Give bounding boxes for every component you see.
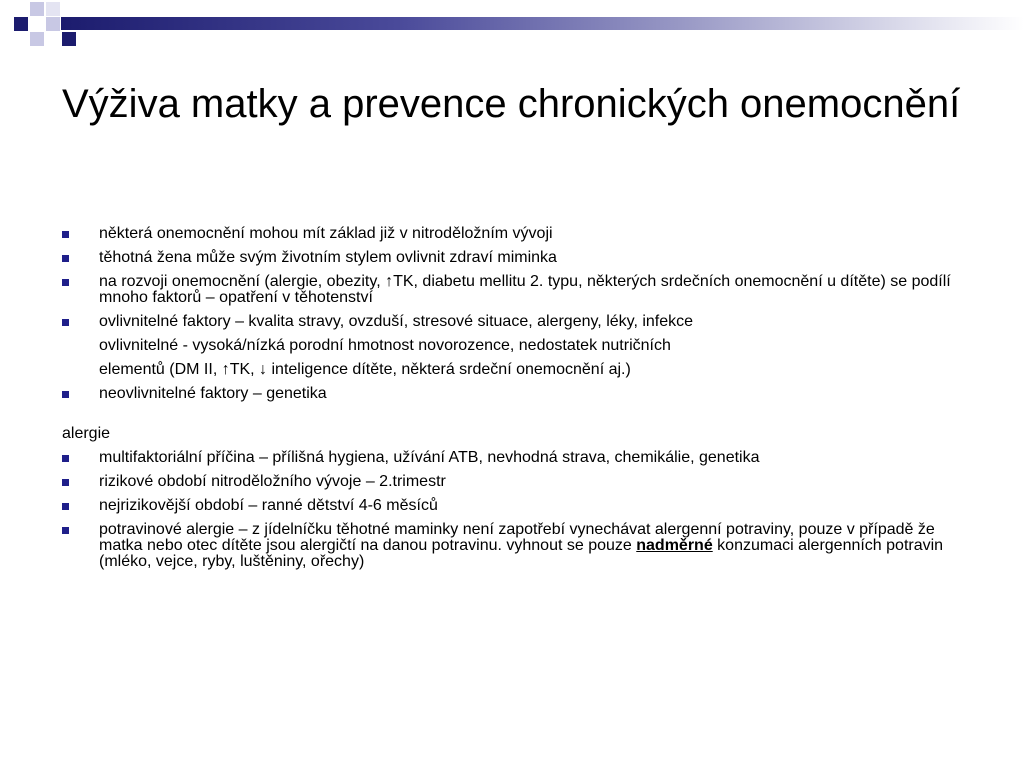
list-item: rizikové období nitroděložního vývoje – 2.trimestr xyxy=(62,474,962,490)
decor-square xyxy=(46,2,60,16)
header-gradient-bar xyxy=(61,17,1024,30)
bullet-square-icon xyxy=(62,455,69,462)
section-label: alergie xyxy=(62,425,111,442)
list-item: ovlivnitelné faktory – kvalita stravy, ovzduší, stresové situace, alergeny, léky, infekce xyxy=(62,314,962,330)
decor-square xyxy=(30,32,44,46)
emphasized-word: nadměrné xyxy=(636,537,713,554)
list-continuation: elementů (DM II, ↑TK, ↓ inteligence dítěte, některá srdeční onemocnění aj.) xyxy=(99,361,631,378)
list-item: multifaktoriální příčina – přílišná hygiena, užívání ATB, nevhodná strava, chemikálie, genetika xyxy=(62,450,962,466)
decor-square xyxy=(46,17,60,31)
bullet-square-icon xyxy=(62,279,69,286)
bullet-square-icon xyxy=(62,231,69,238)
decor-square xyxy=(14,17,28,31)
bullet-square-icon xyxy=(62,319,69,326)
list-item: těhotná žena může svým životním stylem ovlivnit zdraví miminka xyxy=(62,250,962,266)
bullet-square-icon xyxy=(62,503,69,510)
list-item: neovlivnitelné faktory – genetika xyxy=(62,386,962,402)
slide-content xyxy=(62,226,962,578)
list-continuation: ovlivnitelné - vysoká/nízká porodní hmotnost novorozence, nedostatek nutričních xyxy=(99,337,671,354)
decor-square xyxy=(30,2,44,16)
slide-title: Výživa matky a prevence chronických onemocnění xyxy=(62,82,961,126)
list-item: nejrizikovější období – ranné dětství 4-6 měsíců xyxy=(62,498,962,514)
bullet-square-icon xyxy=(62,391,69,398)
bullet-square-icon xyxy=(62,479,69,486)
decor-square xyxy=(62,32,76,46)
bullet-square-icon xyxy=(62,527,69,534)
list-item: potravinové alergie – z jídelníčku těhotné maminky není zapotřebí vynechávat alergenní potraviny, pouze v případě že matka nebo otec dítěte jsou alergičtí na danou potravinu. vyhnout se pouze nadměrné konzumaci alergenních potravin (mléko, vejce, ryby, luštěniny, ořechy) xyxy=(62,522,962,570)
bullet-square-icon xyxy=(62,255,69,262)
header-decoration xyxy=(0,0,1024,60)
list-item: na rozvoji onemocnění (alergie, obezity, ↑TK, diabetu mellitu 2. typu, některých srdečních onemocnění u dítěte) se podílí mnoho faktorů – opatření v těhotenství xyxy=(62,274,962,306)
list-item: některá onemocnění mohou mít základ již v nitroděložním vývoji xyxy=(62,226,962,242)
